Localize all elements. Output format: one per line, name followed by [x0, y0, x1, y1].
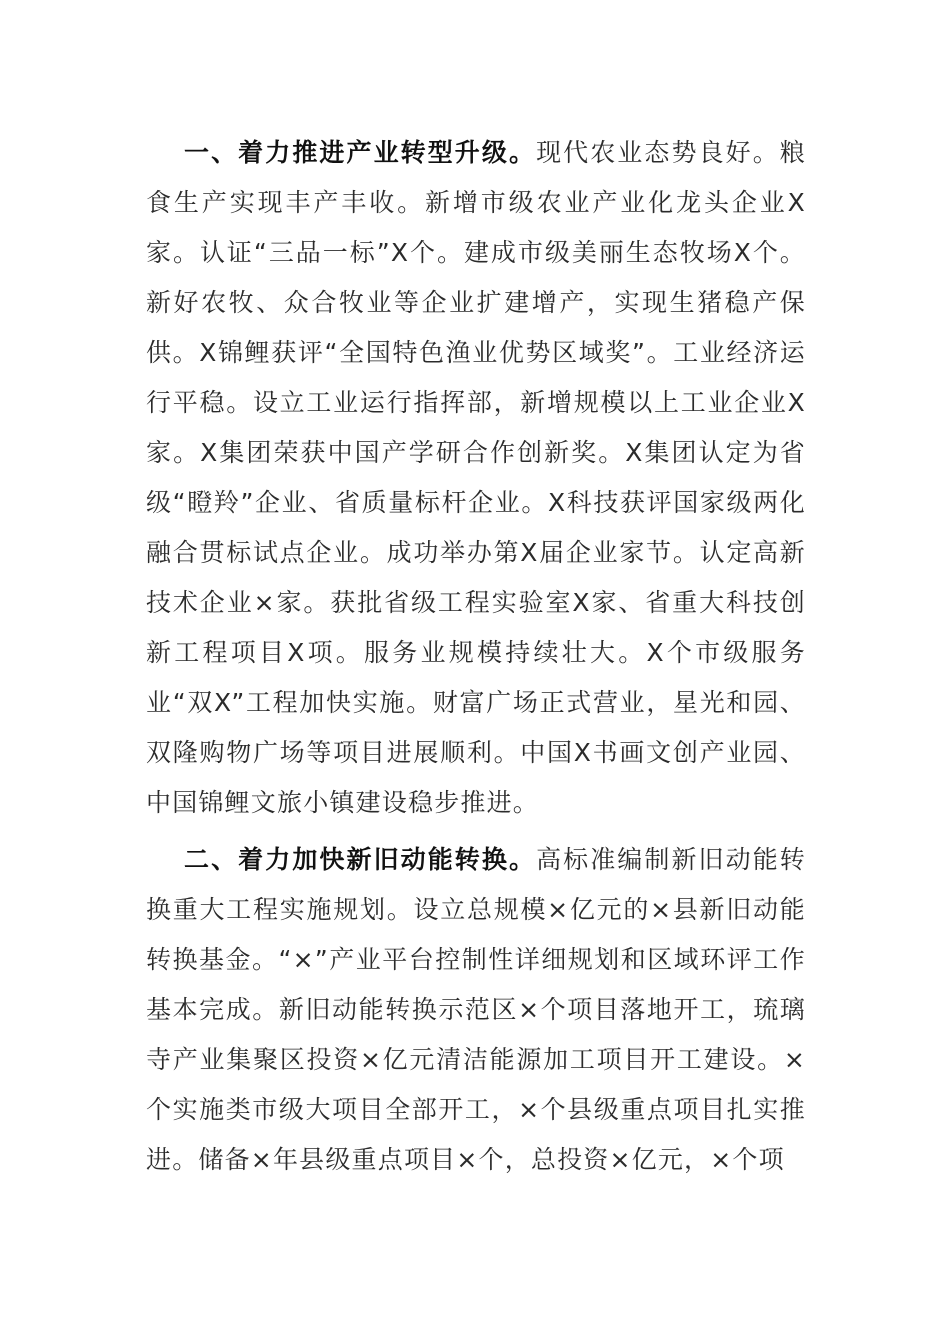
paragraph-industrial-upgrade [146, 128, 806, 828]
paragraph-body: 现代农业态势良好。粮食生产实现丰产丰收。新增市级农业产业化龙头企业X家。认证“三品一标”X个。建成市级美丽生态牧场X个。新好农牧、众合牧业等企业扩建增产，实现生猪稳产保供。X锦鲤获评“全国特色渔业优势区域奖”。工业经济运行平稳。设立工业运行指挥部，新增规模以上工业企业X家。X集团荣获中国产学研合作创新奖。X集团认定为省级“瞪羚”企业、省质量标杆企业。X科技获评国家级两化融合贯标试点企业。成功举办第X届企业家节。认定高新技术企业×家。获批省级工程实验室X家、省重大科技创新工程项目X项。服务业规模持续壮大。X个市级服务业“双X”工程加快实施。财富广场正式营业，星光和园、双隆购物广场等项目进展顺利。中国X书画文创产业园、中国锦鲤文旅小镇建设稳步推进。 [146, 138, 806, 817]
paragraph-new-old-momentum [146, 835, 806, 1185]
paragraph-heading: 二、着力加快新旧动能转换。 [184, 845, 537, 874]
paragraph-heading: 一、着力推进产业转型升级。 [184, 138, 537, 167]
paragraph-body: 高标准编制新旧动能转换重大工程实施规划。设立总规模×亿元的×县新旧动能转换基金。“×”产业平台控制性详细规划和区域环评工作基本完成。新旧动能转换示范区×个项目落地开工，琉璃寺产业集聚区投资×亿元清洁能源加工项目开工建设。×个实施类市级大项目全部开工，×个县级重点项目扎实推进。储备×年县级重点项目×个，总投资×亿元，×个项 [146, 845, 806, 1174]
